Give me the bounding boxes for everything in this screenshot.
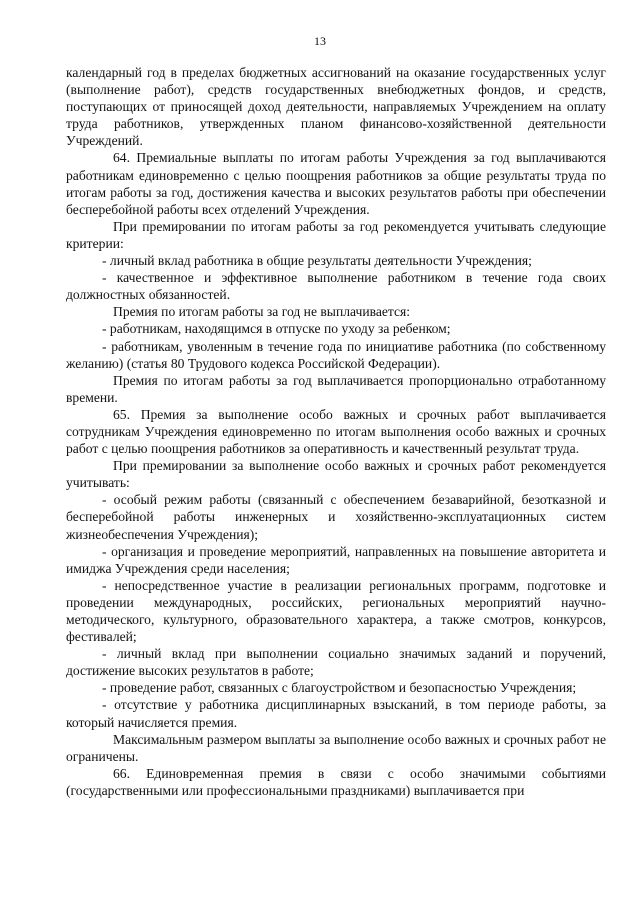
list-item: - отсутствие у работника дисциплинарных взысканий, в том периоде работы, за который начисляется премия. — [66, 697, 606, 730]
list-item: - особый режим работы (связанный с обеспечением безаварийной, безотказной и бесперебойной работы инженерных и хозяйственно-эксплуатационных систем жизнеобеспечения Учреждения); — [66, 492, 606, 542]
paragraph: календарный год в пределах бюджетных ассигнований на оказание государственных услуг (выполнение работ), средств государственных внебюджетных фондов, и средств, поступающих от приносящей доход деятельности, направляемых Учреждением на оплату труда работников, утвержденных планом финансово-хозяйственной деятельности Учреждений. — [66, 65, 606, 149]
list-item: - качественное и эффективное выполнение работником в течение года своих должностных обязанностей. — [66, 270, 606, 303]
list-item: - непосредственное участие в реализации региональных программ, подготовке и проведении международных, российских, региональных мероприятий научно-методического, культурного, образовательного характера, а также смотров, конкурсов, фестивалей; — [66, 577, 606, 645]
list-item: - личный вклад работника в общие результаты деятельности Учреждения; — [102, 253, 532, 269]
paragraph: 65. Премия за выполнение особо важных и срочных работ выплачивается сотрудникам Учреждения единовременно по итогам выполнения особо важных и срочных работ с целью поощрения работников за оперативность и качественный результат труда. — [66, 406, 606, 457]
list-item: - личный вклад при выполнении социально значимых заданий и поручений, достижение высоких результатов в работе; — [66, 646, 606, 679]
list-item: - работникам, находящимся в отпуске по уходу за ребенком; — [102, 321, 451, 337]
page-number: 13 — [314, 34, 326, 48]
paragraph: Максимальным размером выплаты за выполнение особо важных и срочных работ не ограничены. — [66, 731, 606, 764]
paragraph: Премия по итогам работы за год выплачивается пропорционально отработанному времени. — [66, 372, 606, 405]
paragraph: 66. Единовременная премия в связи с особо значимыми событиями (государственными или профессиональными праздниками) выплачивается при — [66, 765, 606, 798]
list-item: - работникам, уволенным в течение года по инициативе работника (по собственному желанию) (статья 80 Трудового кодекса Российской Федерации). — [66, 338, 606, 371]
document-body — [66, 64, 606, 799]
paragraph: При премировании за выполнение особо важных и срочных работ рекомендуется учитывать: — [66, 458, 606, 491]
paragraph: 64. Премиальные выплаты по итогам работы Учреждения за год выплачиваются работникам единовременно с целью поощрения работников за общие результаты труда по итогам работы за год, достижения качества и высоких результатов работы при обеспечении бесперебойной работы всех отделений Учреждения. — [66, 150, 606, 217]
list-item: - организация и проведение мероприятий, направленных на повышение авторитета и имиджа Учреждения среди населения; — [66, 543, 606, 576]
paragraph: При премировании по итогам работы за год рекомендуется учитывать следующие критерии: — [66, 218, 606, 251]
paragraph: Премия по итогам работы за год не выплачивается: — [113, 304, 411, 320]
list-item: - проведение работ, связанных с благоустройством и безопасностью Учреждения; — [102, 680, 577, 696]
